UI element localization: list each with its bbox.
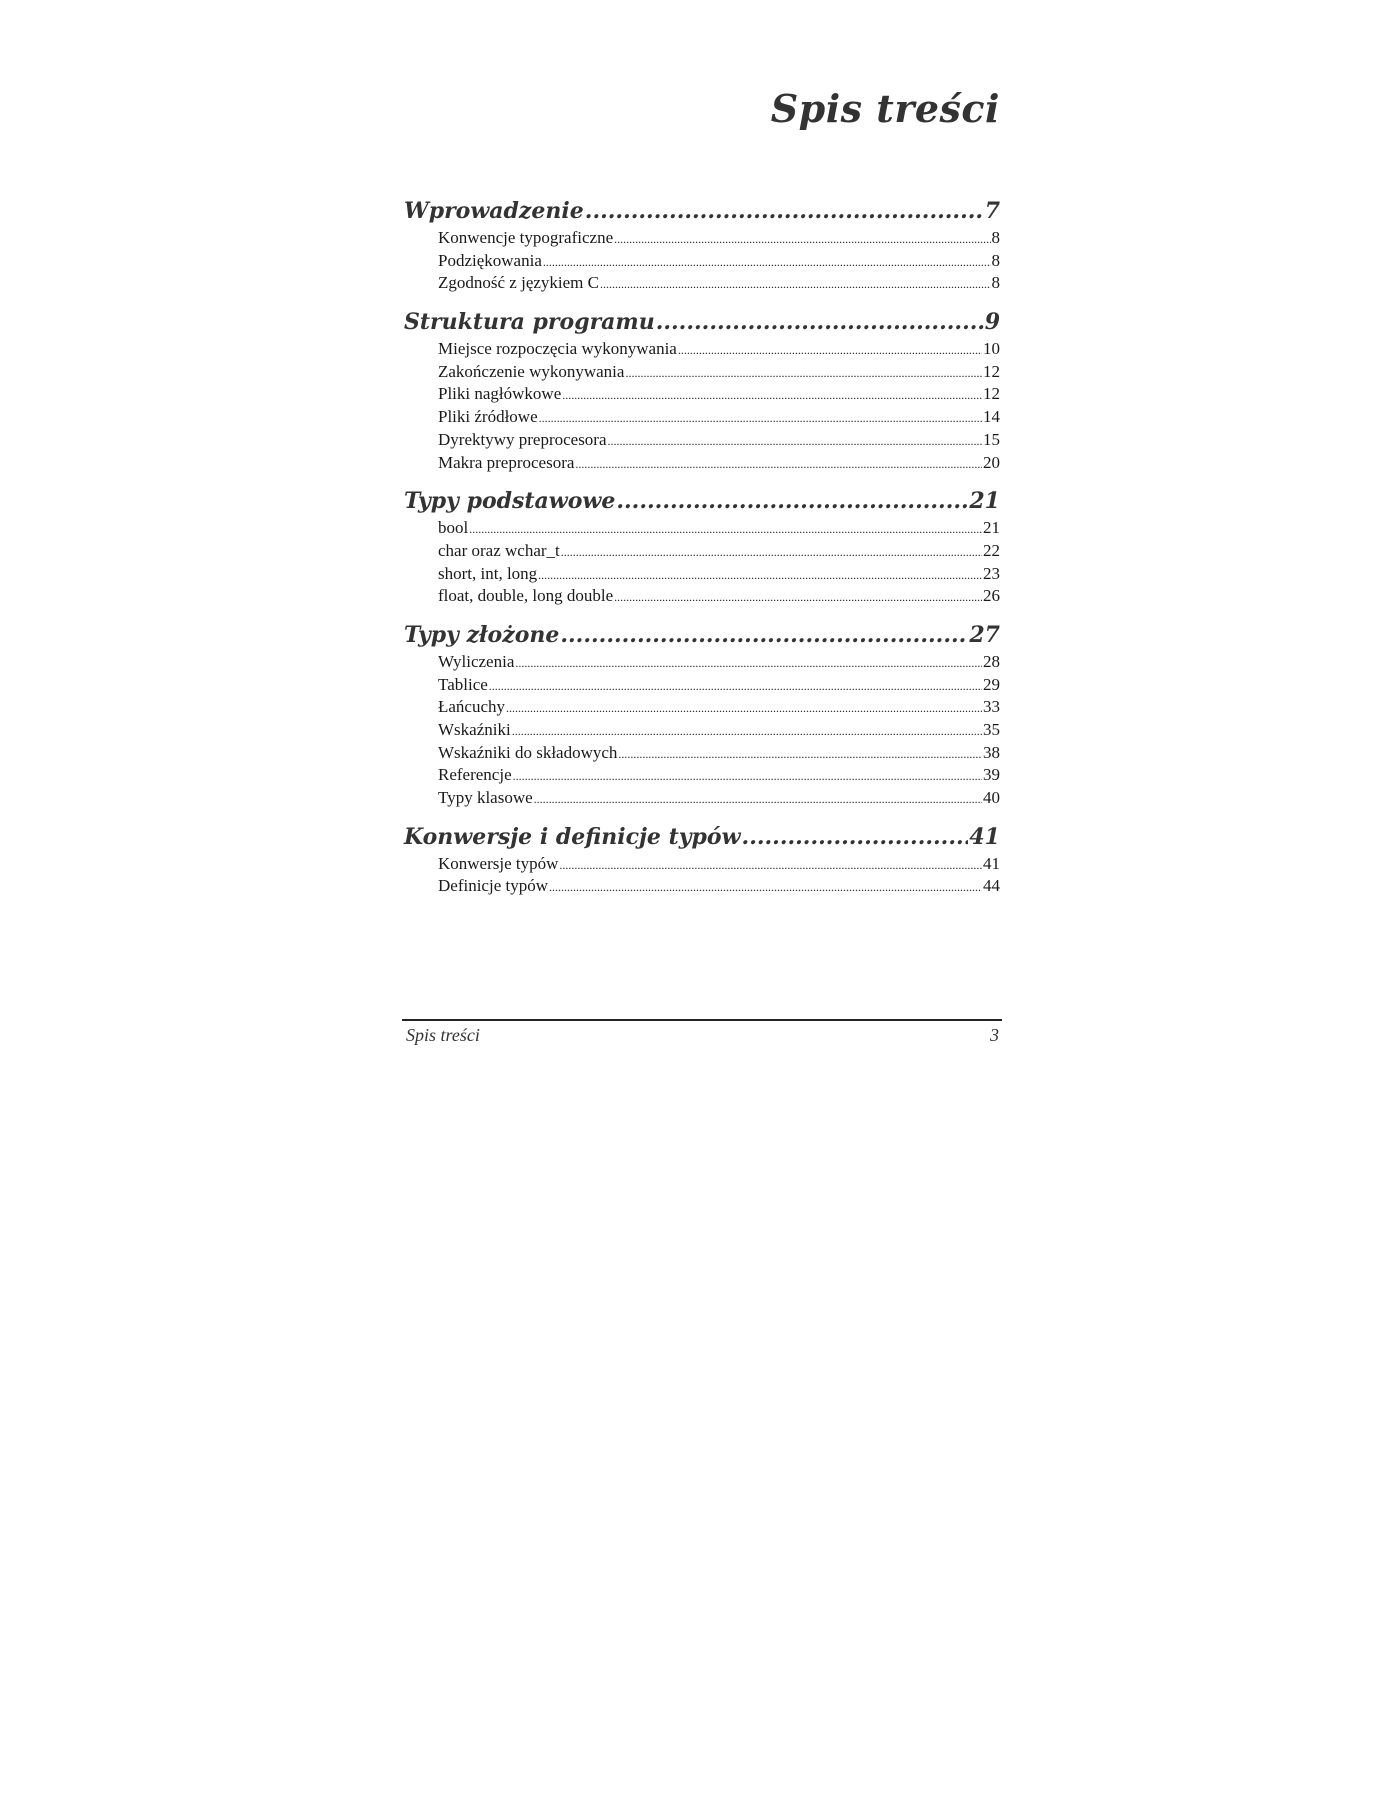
- toc-item-page: 8: [991, 250, 1000, 270]
- toc-item-page: 8: [991, 228, 1000, 247]
- toc-item-label: bool: [438, 518, 469, 538]
- toc-section: [404, 196, 1000, 295]
- toc-item[interactable]: [404, 787, 1000, 810]
- toc-item-label: short, int, long: [438, 563, 538, 583]
- toc-item-page: 26: [983, 586, 1000, 606]
- toc-item-label: Makra preprocesora: [438, 452, 575, 472]
- toc-item-page: 41: [983, 853, 1000, 873]
- toc-item-page: 14: [983, 407, 1000, 427]
- toc-chapter-page: 21: [969, 488, 1000, 515]
- toc-item[interactable]: [404, 563, 1000, 586]
- dot-leader: [562, 383, 982, 407]
- dot-leader: [614, 227, 990, 251]
- toc-chapter-label: Typy złożone: [404, 621, 560, 648]
- toc-item-page: 21: [983, 518, 1000, 538]
- toc-chapter-wprowadzenie[interactable]: [404, 196, 1000, 227]
- toc-item[interactable]: [404, 853, 1000, 876]
- toc-item-label: Wskaźniki do składowych: [438, 742, 618, 762]
- toc-item[interactable]: [404, 696, 1000, 719]
- dot-leader: [742, 822, 969, 853]
- footer-title: Spis treści: [406, 1025, 480, 1045]
- dot-leader: [678, 338, 982, 362]
- toc-item[interactable]: [404, 674, 1000, 697]
- toc-chapter-label: Struktura programu: [404, 309, 655, 336]
- toc-item-page: 44: [983, 876, 1000, 896]
- toc-item-label: Podziękowania: [438, 250, 542, 270]
- toc-item-label: Konwersje typów: [438, 853, 559, 873]
- toc-item[interactable]: [404, 719, 1000, 742]
- toc-section: [404, 486, 1000, 608]
- toc-item-label: Wyliczenia: [438, 651, 515, 671]
- toc-item[interactable]: [404, 540, 1000, 563]
- toc-item-label: Tablice: [438, 674, 488, 694]
- toc-item-label: Zgodność z językiem C: [438, 273, 599, 293]
- dot-leader: [489, 674, 982, 698]
- toc-item[interactable]: [404, 764, 1000, 787]
- toc-item[interactable]: [404, 383, 1000, 406]
- toc-item-page: 33: [983, 697, 1000, 717]
- dot-leader: [538, 563, 982, 587]
- toc-item[interactable]: [404, 338, 1000, 361]
- toc-item[interactable]: [404, 875, 1000, 898]
- dot-leader: [534, 787, 982, 811]
- dot-leader: [600, 272, 991, 296]
- toc-item[interactable]: [404, 742, 1000, 765]
- footer-divider: [402, 1019, 1002, 1021]
- page-title: Spis treści: [770, 86, 1000, 131]
- dot-leader: [543, 250, 991, 274]
- toc-item-label: Zakończenie wykonywania: [438, 361, 625, 381]
- toc-item-page: 23: [983, 563, 1000, 583]
- dot-leader: [656, 307, 984, 338]
- toc-item-page: 10: [983, 339, 1000, 359]
- toc-item-page: 39: [983, 765, 1000, 785]
- dot-leader: [512, 719, 982, 743]
- toc-item-label: Konwencje typograficzne: [438, 228, 614, 247]
- toc-item[interactable]: [404, 227, 1000, 250]
- toc-item[interactable]: [404, 651, 1000, 674]
- dot-leader: [559, 853, 982, 877]
- toc-chapter-page: 7: [984, 198, 1000, 224]
- toc-item[interactable]: [404, 517, 1000, 540]
- toc-item[interactable]: [404, 361, 1000, 384]
- dot-leader: [616, 486, 968, 517]
- dot-leader: [618, 742, 982, 766]
- toc-item-page: 38: [983, 742, 1000, 762]
- dot-leader: [585, 196, 984, 227]
- toc-item-page: 29: [983, 674, 1000, 694]
- toc-chapter-struktura-programu[interactable]: [404, 307, 1000, 338]
- toc-item-label: Definicje typów: [438, 876, 548, 896]
- toc-chapter-label: Typy podstawowe: [404, 488, 616, 515]
- toc-chapter-page: 41: [969, 823, 1000, 850]
- toc-item[interactable]: [404, 452, 1000, 475]
- toc-chapter-typy-zlozone[interactable]: [404, 620, 1000, 651]
- toc-item-page: 15: [983, 429, 1000, 449]
- dot-leader: [561, 540, 982, 564]
- toc-item[interactable]: [404, 585, 1000, 608]
- dot-leader: [625, 361, 982, 385]
- toc-item-page: 35: [983, 720, 1000, 739]
- table-of-contents: [404, 196, 1000, 910]
- toc-item-page: 20: [983, 452, 1000, 472]
- dot-leader: [608, 429, 982, 453]
- toc-chapter-label: Wprowadzenie: [404, 198, 584, 224]
- footer-page-number: 3: [990, 1025, 999, 1045]
- dot-leader: [515, 651, 982, 675]
- dot-leader: [513, 764, 982, 788]
- dot-leader: [549, 875, 982, 899]
- toc-item[interactable]: [404, 406, 1000, 429]
- toc-item-page: 12: [983, 361, 1000, 381]
- dot-leader: [469, 517, 982, 541]
- toc-item[interactable]: [404, 250, 1000, 273]
- toc-item-label: float, double, long double: [438, 586, 614, 606]
- toc-item-label: Typy klasowe: [438, 788, 533, 808]
- dot-leader: [539, 406, 982, 430]
- toc-item[interactable]: [404, 272, 1000, 295]
- toc-item-label: char oraz wchar_t: [438, 540, 560, 560]
- toc-item-page: 22: [983, 540, 1000, 560]
- dot-leader: [614, 585, 982, 609]
- toc-chapter-page: 27: [969, 621, 1000, 648]
- toc-item-page: 8: [991, 273, 1000, 293]
- toc-section: [404, 620, 1000, 810]
- toc-item-label: Dyrektywy preprocesora: [438, 429, 607, 449]
- toc-item-page: 12: [983, 384, 1000, 404]
- toc-item-label: Pliki źródłowe: [438, 407, 538, 427]
- toc-section: [404, 307, 1000, 474]
- toc-item[interactable]: [404, 429, 1000, 452]
- toc-item-label: Łańcuchy: [438, 697, 506, 717]
- dot-leader: [575, 452, 982, 476]
- toc-chapter-label: Konwersje i definicje typów: [404, 823, 741, 850]
- toc-item-label: Referencje: [438, 765, 512, 785]
- toc-item-page: 40: [983, 788, 1000, 808]
- dot-leader: [506, 696, 982, 720]
- toc-item-page: 28: [983, 651, 1000, 671]
- toc-chapter-konwersje[interactable]: [404, 822, 1000, 853]
- dot-leader: [560, 620, 968, 651]
- toc-item-label: Pliki nagłówkowe: [438, 384, 562, 404]
- toc-chapter-page: 9: [984, 309, 1000, 336]
- toc-item-label: Wskaźniki: [438, 720, 511, 739]
- toc-chapter-typy-podstawowe[interactable]: [404, 486, 1000, 517]
- toc-item-label: Miejsce rozpoczęcia wykonywania: [438, 339, 677, 359]
- toc-section: [404, 822, 1000, 898]
